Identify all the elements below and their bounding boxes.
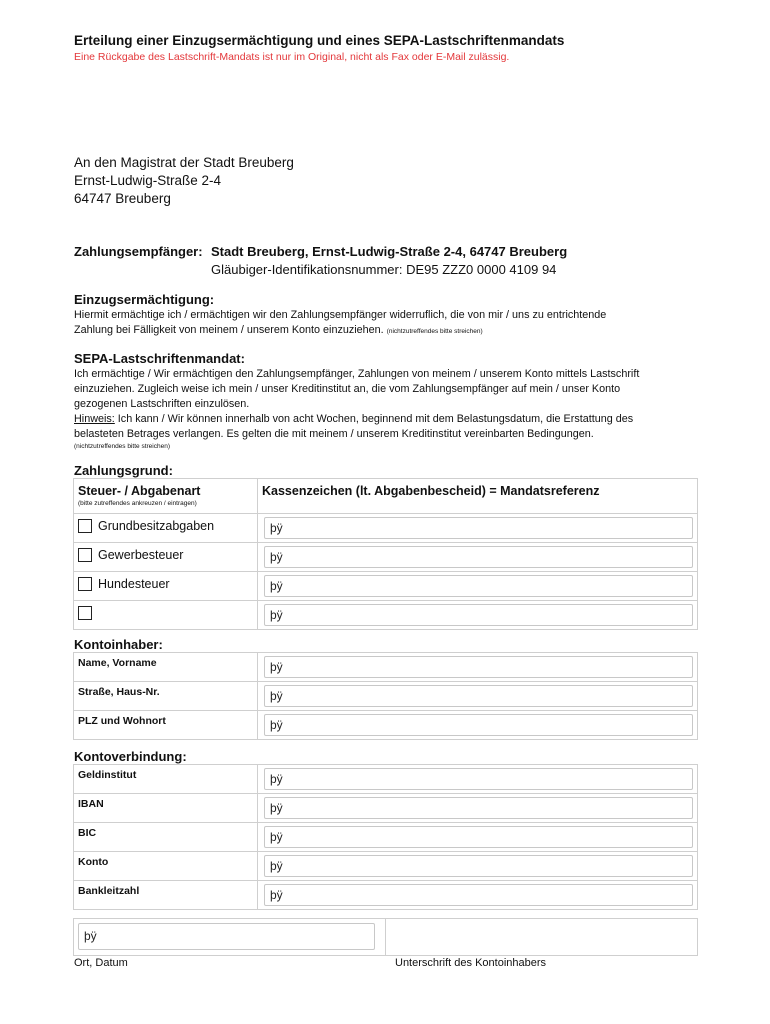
recipient-address-line-3: 64747 Breuberg (74, 191, 171, 206)
tax-type-option[interactable] (74, 572, 257, 591)
street-field[interactable]: þÿ (264, 685, 693, 707)
authorization-text-line-1: Hiermit ermächtige ich / ermächtigen wir den Zahlungsempfänger widerruflich, die von mir / uns zu entrichtende (74, 309, 607, 321)
strike-note: (nichtzutreffendes bitte streichen) (386, 328, 483, 335)
payment-reason-header-row (74, 479, 698, 514)
checkbox[interactable] (78, 519, 92, 533)
value-cell (258, 653, 698, 682)
signature-row (74, 919, 698, 956)
tax-type-cell (74, 572, 258, 601)
bank-code-label: Bankleitzahl (78, 885, 140, 897)
bic-label: BIC (78, 827, 97, 839)
tax-type-cell (74, 514, 258, 543)
iban-label: IBAN (78, 798, 104, 810)
reference-cell (258, 601, 698, 630)
sepa-heading: SEPA-Lastschriftenmandat: (74, 351, 245, 366)
sepa-text (74, 367, 704, 451)
city-label: PLZ und Wohnort (78, 715, 166, 727)
label-cell (74, 711, 258, 740)
street-label: Straße, Haus-Nr. (78, 686, 160, 698)
sepa-text-line-3: gezogenen Lastschriften einzulösen. (74, 398, 250, 410)
tax-type-cell (74, 601, 258, 630)
tax-type-label: Grundbesitzabgaben (98, 519, 215, 533)
tax-type-cell (74, 543, 258, 572)
table-row (74, 881, 698, 910)
reference-cell (258, 572, 698, 601)
authorization-text-line-2-body: Zahlung bei Fälligkeit von meinem / unserem Konto einzuziehen. (74, 324, 384, 336)
bank-code-field[interactable]: þÿ (264, 884, 693, 906)
account-number-label: Konto (78, 856, 109, 868)
table-row (74, 794, 698, 823)
table-row (74, 682, 698, 711)
table-row (74, 514, 698, 543)
sepa-text-line-2: einzuziehen. Zugleich weise ich mein / unser Kreditinstitut an, die vom Zahlungsempfänger auf mein / unser Konto (74, 383, 621, 395)
iban-field[interactable]: þÿ (264, 797, 693, 819)
bank-name-field[interactable]: þÿ (264, 768, 693, 790)
value-cell (258, 852, 698, 881)
mandate-reference-field[interactable]: þÿ (264, 575, 693, 597)
reference-cell (258, 514, 698, 543)
bank-details-heading: Kontoverbindung: (74, 749, 187, 764)
place-date-field[interactable]: þÿ (78, 923, 375, 950)
authorization-text-line-2 (74, 323, 704, 339)
label-cell (74, 881, 258, 910)
account-number-field[interactable]: þÿ (264, 855, 693, 877)
account-holder-heading: Kontoinhaber: (74, 637, 163, 652)
signature-cell[interactable] (386, 919, 698, 956)
sepa-strike-note: (nichtzutreffendes bitte streichen) (74, 443, 170, 450)
bank-name-label: Geldinstitut (78, 769, 137, 781)
tax-type-header: Steuer- / Abgabenart (78, 484, 201, 498)
city-field[interactable]: þÿ (264, 714, 693, 736)
name-field[interactable]: þÿ (264, 656, 693, 678)
table-row (74, 852, 698, 881)
mandate-reference-field[interactable]: þÿ (264, 517, 693, 539)
value-cell (258, 765, 698, 794)
checkbox[interactable] (78, 606, 92, 620)
recipient-address-line-2: Ernst-Ludwig-Straße 2-4 (74, 173, 222, 188)
signature-label: Unterschrift des Kontoinhabers (395, 957, 547, 969)
account-holder-table (73, 652, 698, 740)
label-cell (74, 682, 258, 711)
document-title: Erteilung einer Einzugsermächtigung und eines SEPA-Lastschriftenmandats (74, 33, 565, 48)
payee-name: Stadt Breuberg, Ernst-Ludwig-Straße 2-4, 64747 Breuberg (211, 244, 568, 259)
label-cell (74, 653, 258, 682)
value-cell (258, 823, 698, 852)
cash-reference-header: Kassenzeichen (lt. Abgabenbescheid) = Mandatsreferenz (262, 484, 600, 498)
table-row (74, 653, 698, 682)
tax-type-instruction: (bitte zutreffendes ankreuzen / eintragen) (78, 500, 197, 507)
payee-label: Zahlungsempfänger: (74, 244, 203, 259)
tax-type-label: Hundesteuer (98, 577, 170, 591)
payment-reason-table (73, 478, 698, 630)
tax-type-header-cell (74, 479, 258, 514)
hint-text: Ich kann / Wir können innerhalb von acht Wochen, beginnend mit dem Belastungsdatum, die Erstattung des (114, 413, 634, 425)
table-row (74, 823, 698, 852)
place-date-cell (74, 919, 386, 956)
creditor-id: Gläubiger-Identifikationsnummer: DE95 ZZZ0 0000 4109 94 (211, 262, 557, 277)
hint-label: Hinweis: (74, 413, 115, 425)
table-row (74, 711, 698, 740)
mandate-reference-field[interactable]: þÿ (264, 546, 693, 568)
tax-type-label: Gewerbesteuer (98, 548, 184, 562)
table-row (74, 543, 698, 572)
name-label: Name, Vorname (78, 657, 157, 669)
sepa-text-line-1: Ich ermächtige / Wir ermächtigen den Zahlungsempfänger, Zahlungen von meinem / unserem Konto mittels Lastschrift (74, 368, 640, 380)
bic-field[interactable]: þÿ (264, 826, 693, 848)
authorization-text (74, 308, 704, 339)
sepa-hint-line-2: belasteten Betrages verlangen. Es gelten die mit meinem / unserem Kreditinstitut vereinbarten Bedingungen. (74, 428, 594, 440)
tax-type-option[interactable] (74, 514, 257, 533)
table-row (74, 765, 698, 794)
checkbox[interactable] (78, 577, 92, 591)
value-cell (258, 682, 698, 711)
original-only-notice: Eine Rückgabe des Lastschrift-Mandats ist nur im Original, nicht als Fax oder E-Mail zulässig. (74, 51, 510, 63)
recipient-address-line-1: An den Magistrat der Stadt Breuberg (74, 155, 294, 170)
table-row (74, 572, 698, 601)
signature-table (73, 918, 698, 956)
label-cell (74, 794, 258, 823)
label-cell (74, 765, 258, 794)
value-cell (258, 711, 698, 740)
place-date-label: Ort, Datum (74, 957, 128, 969)
value-cell (258, 794, 698, 823)
table-row (74, 601, 698, 630)
reference-cell (258, 543, 698, 572)
tax-type-option[interactable] (74, 601, 257, 620)
checkbox[interactable] (78, 548, 92, 562)
bank-details-table (73, 764, 698, 910)
value-cell (258, 881, 698, 910)
tax-type-option[interactable] (74, 543, 257, 562)
label-cell (74, 852, 258, 881)
mandate-reference-field[interactable]: þÿ (264, 604, 693, 626)
label-cell (74, 823, 258, 852)
sepa-hint-line-1 (74, 412, 704, 427)
cash-reference-header-cell (258, 479, 698, 514)
payment-reason-heading: Zahlungsgrund: (74, 463, 173, 478)
authorization-heading: Einzugsermächtigung: (74, 292, 215, 307)
